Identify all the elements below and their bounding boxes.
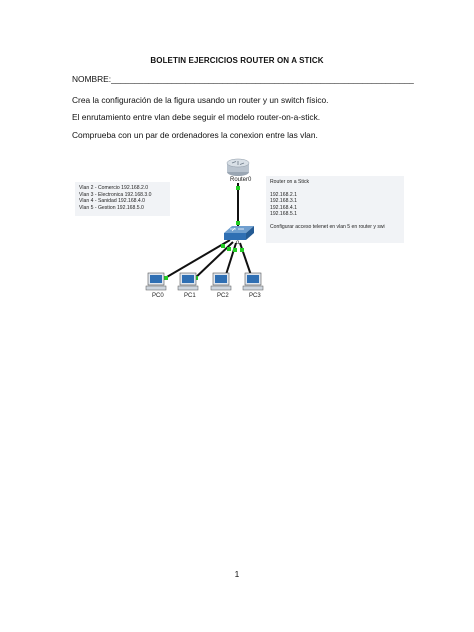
status-dot <box>233 248 237 252</box>
status-dot <box>236 186 240 190</box>
pc3-label: PC3 <box>249 293 261 299</box>
pc2-label: PC2 <box>217 293 229 299</box>
page-number: 1 <box>234 569 240 579</box>
vlan-note: Vlan 3 - Electronica 192.168.3.0 <box>79 191 152 198</box>
status-dot <box>236 221 240 225</box>
pc1-icon <box>178 273 198 290</box>
instruction-line: Configurar acceso telenet en vlan 5 en router y swi <box>270 223 385 230</box>
status-dot <box>164 276 168 280</box>
status-dot <box>227 247 231 251</box>
pc2-icon <box>211 273 231 290</box>
router-icon <box>227 159 249 176</box>
name-line: NOMBRE:_________________________________________________________________ <box>72 74 414 84</box>
address-line: 192.168.4.1 <box>270 204 297 211</box>
address-line: 192.168.2.1 <box>270 191 297 198</box>
vlan-note: Vlan 5 - Gestion 192.168.5.0 <box>79 204 144 211</box>
instruction-paragraph: Crea la configuración de la figura usando un router y un switch físico. <box>72 95 329 105</box>
status-dot <box>221 244 225 248</box>
instruction-paragraph: El enrutamiento entre vlan debe seguir el modelo router-on-a-stick. <box>72 112 321 122</box>
pc3-icon <box>243 273 263 290</box>
pc1-label: PC1 <box>184 293 196 299</box>
vlan-note: Vlan 2 - Comercio 192.168.2.0 <box>79 185 149 191</box>
router-label: Router0 <box>230 177 252 183</box>
vlan-note: Vlan 4 - Sanidad 192.168.4.0 <box>79 198 145 205</box>
instruction-paragraph: Comprueba con un par de ordenadores la conexion entre las vlan. <box>72 130 318 140</box>
switch-icon <box>224 226 254 240</box>
address-line: 192.168.5.1 <box>270 211 297 218</box>
pc0-icon <box>146 273 166 290</box>
page-title: BOLETIN EJERCICIOS ROUTER ON A STICK <box>150 56 324 65</box>
vlan-notes-panel <box>75 182 170 216</box>
switch-label: o <box>236 240 240 246</box>
address-line: 192.168.3.1 <box>270 198 297 205</box>
status-dot <box>240 248 244 252</box>
pc0-label: PC0 <box>152 293 164 299</box>
router-on-stick-panel <box>266 176 404 243</box>
panel-title: Router on a Stick <box>270 179 310 185</box>
